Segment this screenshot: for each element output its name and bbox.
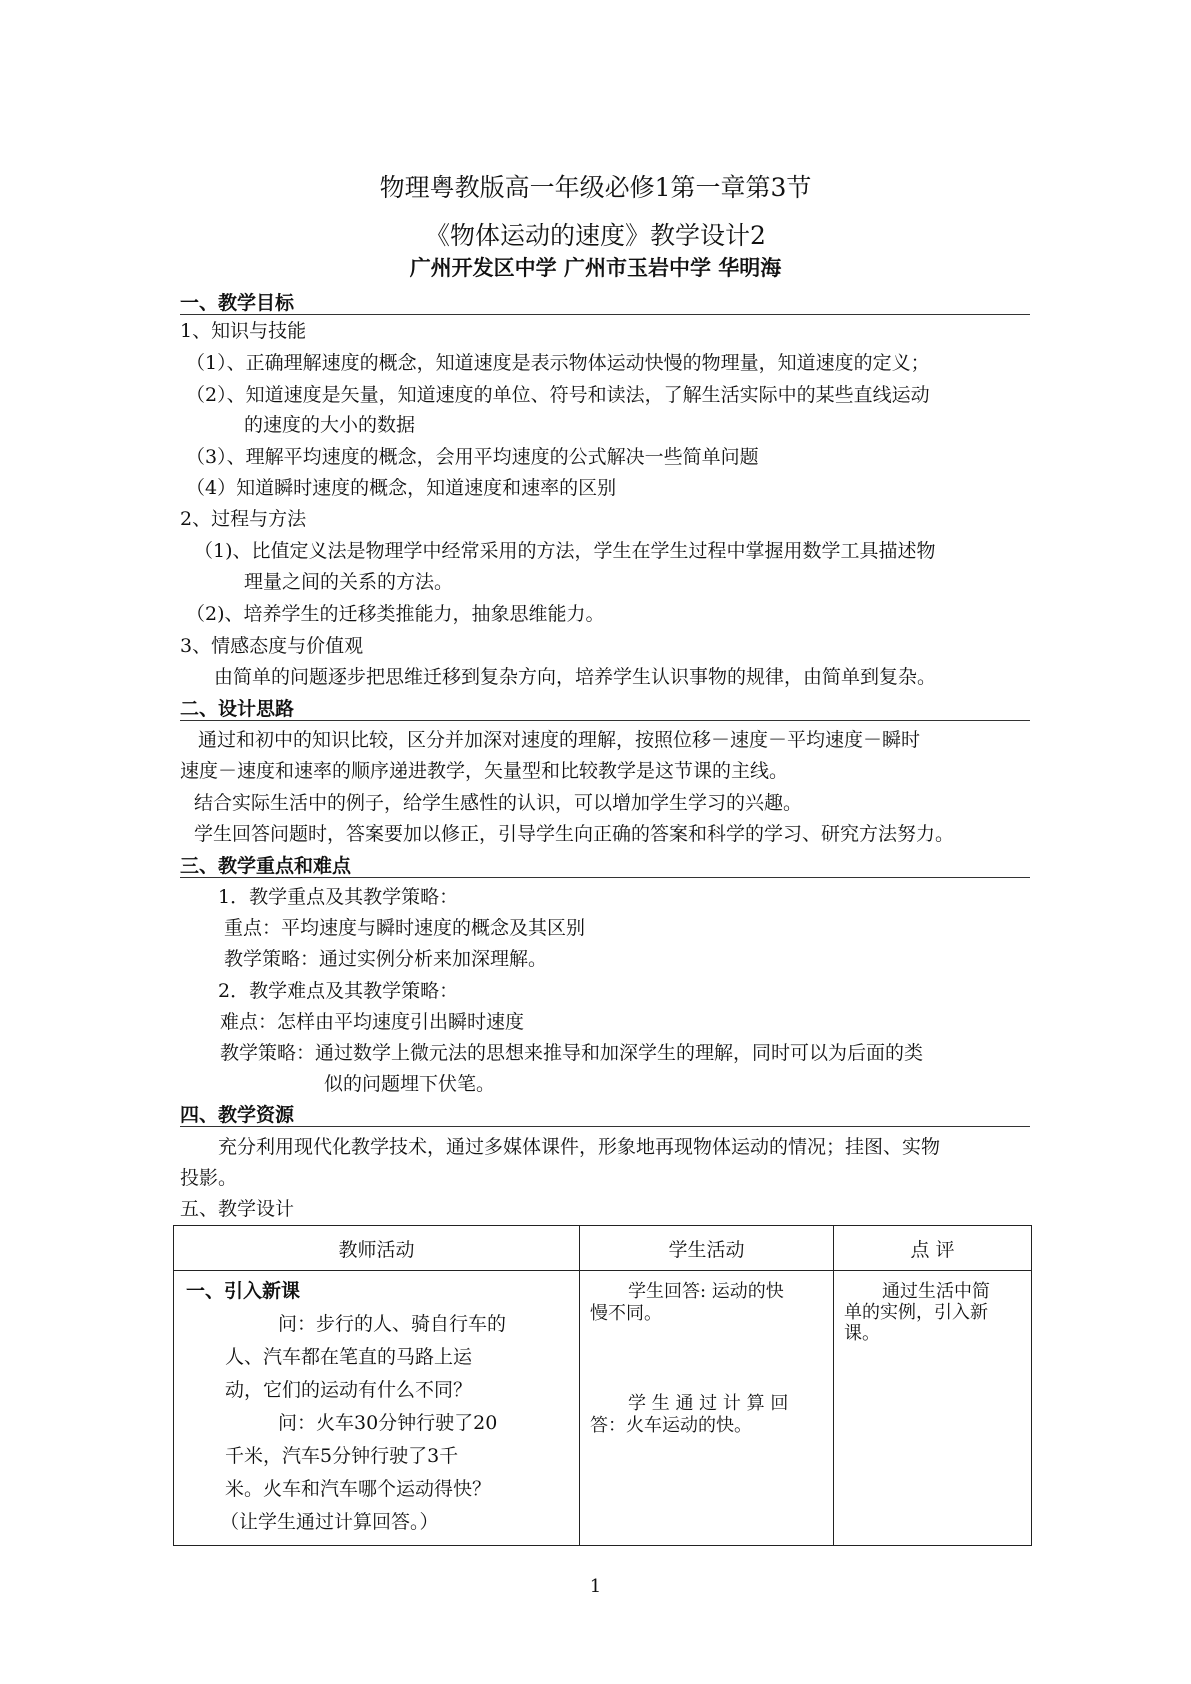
section-heading-resources: 四、教学资源 xyxy=(180,1104,295,1126)
teacher-text: 问：步行的人、骑自行车的 xyxy=(278,1313,507,1335)
teacher-text: 动，它们的运动有什么不同？ xyxy=(225,1379,473,1401)
list-item: （1)、比值定义法是物理学中经常采用的方法，学生在学生过程中掌握用数学工具描述物 xyxy=(194,540,936,562)
student-text: 学 生 通 过 计 算 回 xyxy=(628,1393,789,1414)
section-rule xyxy=(180,314,1030,315)
student-text: 答：火车运动的快。 xyxy=(590,1415,752,1436)
subheading-attitude: 3、情感态度与价值观 xyxy=(180,635,364,657)
paragraph: 学生回答问题时，答案要加以修正，引导学生向正确的答案和科学的学习、研究方法努力。 xyxy=(194,823,955,845)
student-activity-cell xyxy=(580,1271,834,1546)
comment-text: 通过生活中简 xyxy=(882,1281,990,1302)
paragraph: 难点：怎样由平均速度引出瞬时速度 xyxy=(220,1011,525,1033)
column-header-student: 学生活动 xyxy=(580,1226,834,1271)
list-item: （2）、知道速度是矢量，知道速度的单位、符号和读法，了解生活实际中的某些直线运动 xyxy=(186,384,930,406)
column-header-comment: 点 评 xyxy=(834,1226,1032,1271)
paragraph: 2．教学难点及其教学策略： xyxy=(218,980,459,1002)
comment-cell xyxy=(834,1271,1032,1546)
paragraph-continuation: 似的问题埋下伏笔。 xyxy=(324,1073,496,1095)
teacher-text: 问：火车30分钟行驶了20 xyxy=(278,1412,498,1434)
list-item: （2)、培养学生的迁移类推能力，抽象思维能力。 xyxy=(186,603,605,625)
document-title: 物理粤教版高一年级必修1第一章第3节 xyxy=(379,173,812,202)
document-author: 广州开发区中学 广州市玉岩中学 华明海 xyxy=(409,256,782,280)
paragraph: 结合实际生活中的例子，给学生感性的认识，可以增加学生学习的兴趣。 xyxy=(194,792,803,814)
teacher-text: 米。火车和汽车哪个运动得快？ xyxy=(225,1478,492,1500)
teacher-text: （让学生通过计算回答。） xyxy=(220,1511,439,1533)
teaching-design-table xyxy=(173,1225,1032,1546)
section-heading-teaching-design: 五、教学设计 xyxy=(180,1198,295,1220)
paragraph: 由简单的问题逐步把思维迁移到复杂方向，培养学生认识事物的规律，由简单到复杂。 xyxy=(214,666,937,688)
teacher-section-title: 一、引入新课 xyxy=(186,1280,301,1302)
page-number: 1 xyxy=(589,1576,602,1597)
paragraph: 速度－速度和速率的顺序递进教学，矢量型和比较教学是这节课的主线。 xyxy=(180,760,789,782)
student-text: 慢不同。 xyxy=(590,1303,662,1324)
document-subtitle: 《物体运动的速度》教学设计2 xyxy=(425,221,766,250)
list-item: （1）、正确理解速度的概念，知道速度是表示物体运动快慢的物理量，知道速度的定义； xyxy=(186,352,930,374)
column-header-teacher: 教师活动 xyxy=(174,1226,580,1271)
student-text: 学生回答: 运动的快 xyxy=(628,1281,784,1302)
paragraph: 投影。 xyxy=(180,1167,238,1189)
paragraph: 通过和初中的知识比较，区分并加深对速度的理解，按照位移－速度－平均速度－瞬时 xyxy=(198,729,921,751)
paragraph: 充分利用现代化教学技术，通过多媒体课件，形象地再现物体运动的情况；挂图、实物 xyxy=(218,1136,941,1158)
list-item-continuation: 的速度的大小的数据 xyxy=(244,414,416,436)
comment-text: 课。 xyxy=(844,1323,880,1344)
table-header-row xyxy=(174,1226,1032,1271)
list-item-continuation: 理量之间的关系的方法。 xyxy=(244,571,454,593)
teacher-activity-cell xyxy=(174,1271,580,1546)
paragraph: 教学策略：通过数学上微元法的思想来推导和加深学生的理解，同时可以为后面的类 xyxy=(220,1042,924,1064)
comment-text: 单的实例，引入新 xyxy=(844,1302,988,1323)
paragraph: 1．教学重点及其教学策略： xyxy=(218,886,459,908)
subheading-process: 2、过程与方法 xyxy=(180,508,307,530)
list-item: （3）、理解平均速度的概念，会用平均速度的公式解决一些简单问题 xyxy=(186,446,759,468)
paragraph: 重点：平均速度与瞬时速度的概念及其区别 xyxy=(224,917,586,939)
section-heading-design-ideas: 二、设计思路 xyxy=(180,698,295,720)
section-rule xyxy=(180,877,1030,878)
table-row xyxy=(174,1271,1032,1546)
teacher-text: 人、汽车都在笔直的马路上运 xyxy=(225,1346,473,1368)
section-heading-objectives: 一、教学目标 xyxy=(180,292,295,314)
section-rule xyxy=(180,1126,1030,1127)
section-rule xyxy=(180,720,1030,721)
paragraph: 教学策略：通过实例分析来加深理解。 xyxy=(224,948,548,970)
section-heading-key-points: 三、教学重点和难点 xyxy=(180,855,352,877)
subheading-knowledge: 1、知识与技能 xyxy=(180,320,307,342)
list-item: （4）知道瞬时速度的概念，知道速度和速率的区别 xyxy=(186,477,617,499)
teacher-text: 千米，汽车5分钟行驶了3千 xyxy=(225,1445,459,1467)
